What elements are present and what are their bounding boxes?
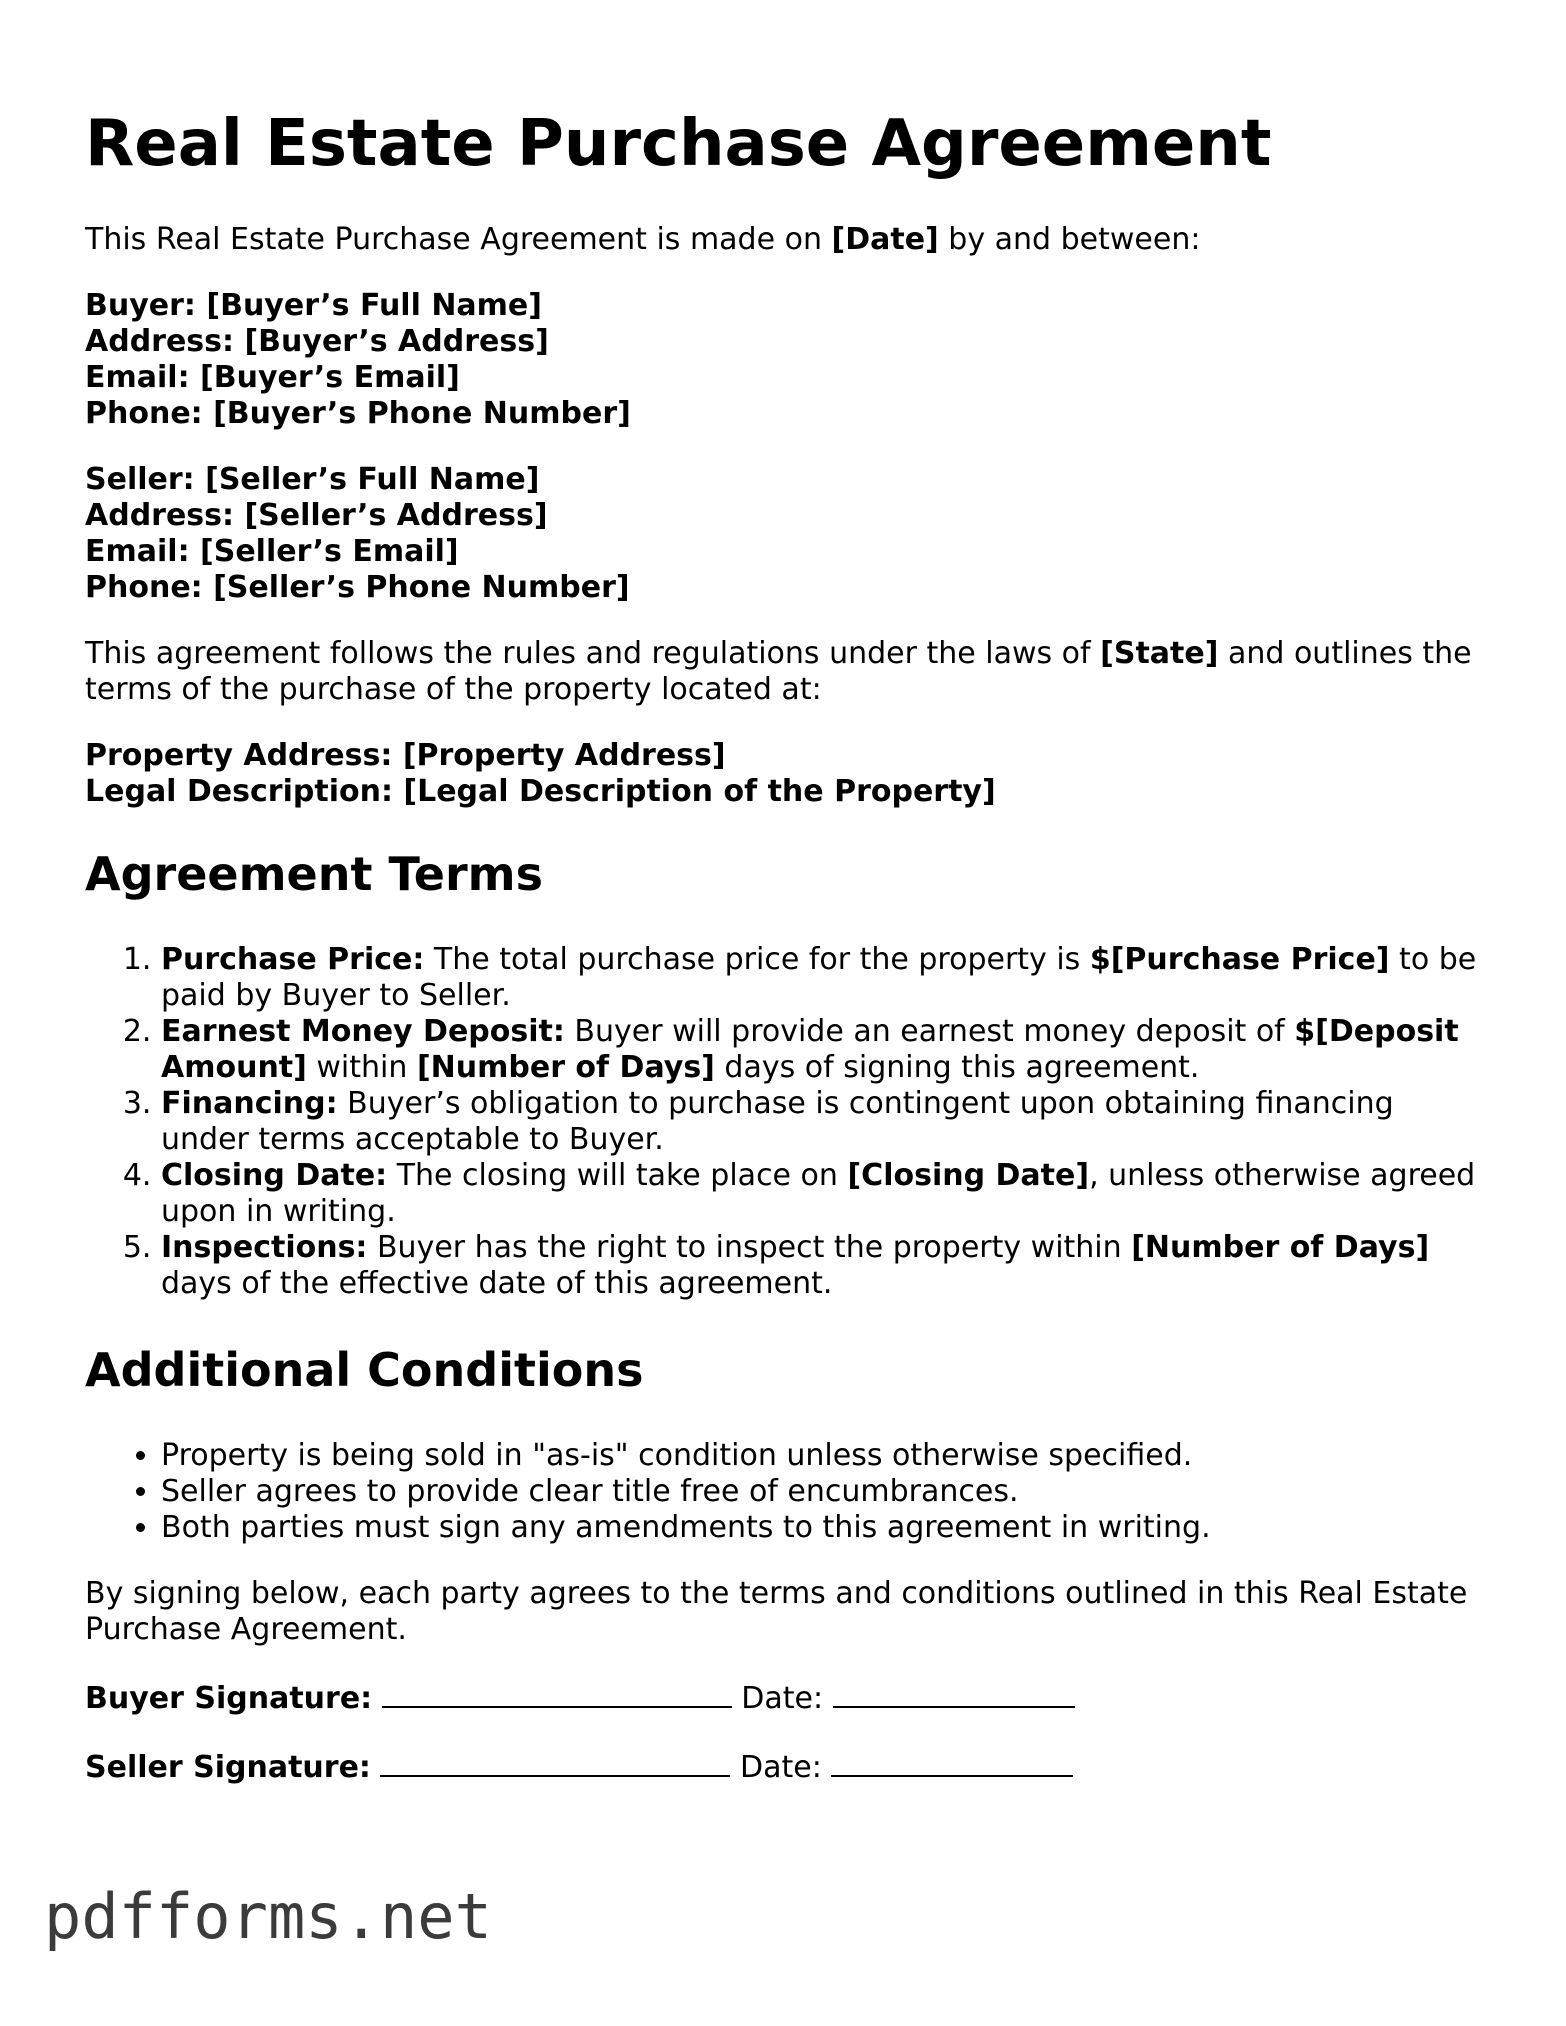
term-text: days of signing this agreement. [714, 1050, 1200, 1085]
watermark-logo: pdfforms.net [44, 1880, 492, 1953]
term-label: Purchase Price: [161, 942, 425, 977]
laws-text-after: and outlines the terms of the purchase of the property located at: [85, 636, 1472, 707]
intro-text-after: by and between: [938, 222, 1201, 257]
property-legal-description: Legal Description: [Legal Description of the Property] [85, 774, 996, 809]
buyer-signature-line [85, 1678, 1485, 1717]
term-text: within [306, 1050, 417, 1085]
term-label: Earnest Money Deposit: [161, 1014, 565, 1049]
property-address: Property Address: [Property Address] [85, 738, 726, 773]
document-page [85, 106, 1485, 1816]
seller-address: Address: [Seller’s Address] [85, 498, 548, 533]
additional-conditions-heading: Additional Conditions [85, 1343, 644, 1397]
term-text: , unless otherwise agreed upon in writing. [161, 1158, 1476, 1229]
term-text: The total purchase price for the property is [424, 942, 1090, 977]
term-label: Financing: [161, 1086, 338, 1121]
term-item [161, 1014, 1485, 1086]
seller-signature-field[interactable] [380, 1747, 730, 1777]
seller-email: Email: [Seller’s Email] [85, 534, 459, 569]
intro-text-before: This Real Estate Purchase Agreement is made on [85, 222, 832, 257]
term-placeholder: $[Purchase Price] [1089, 942, 1390, 977]
condition-item: • Both parties must sign any amendments to this agreement in writing. [161, 1510, 1485, 1546]
term-placeholder: [Number of Days] [416, 1050, 715, 1085]
seller-phone: Phone: [Seller’s Phone Number] [85, 570, 630, 605]
closing-paragraph: By signing below, each party agrees to the terms and conditions outlined in this Real Estate Purchase Agreement. [85, 1576, 1468, 1647]
term-placeholder: [Number of Days] [1131, 1230, 1430, 1265]
buyer-email: Email: [Buyer’s Email] [85, 360, 460, 395]
buyer-phone: Phone: [Buyer’s Phone Number] [85, 396, 631, 431]
intro-paragraph [85, 222, 1485, 258]
agreement-terms-heading: Agreement Terms [85, 847, 543, 901]
seller-name: Seller: [Seller’s Full Name] [85, 462, 540, 497]
additional-conditions-list [85, 1438, 1485, 1546]
buyer-signature-field[interactable] [382, 1678, 732, 1708]
term-text: Buyer’s obligation to purchase is contingent upon obtaining financing under terms acceptable to Buyer. [161, 1086, 1394, 1157]
buyer-date-field[interactable] [833, 1678, 1075, 1708]
buyer-date-label: Date: [741, 1681, 824, 1716]
buyer-info-block [85, 288, 1485, 432]
seller-date-field[interactable] [831, 1747, 1073, 1777]
term-placeholder: [Closing Date] [847, 1158, 1090, 1193]
term-text: The closing will take place on [387, 1158, 848, 1193]
state-placeholder: [State] [1100, 636, 1219, 671]
term-placeholder: $[Deposit Amount] [161, 1014, 1459, 1085]
seller-signature-line [85, 1747, 1485, 1786]
term-item [161, 1086, 1485, 1158]
buyer-address: Address: [Buyer’s Address] [85, 324, 549, 359]
term-text: Buyer will provide an earnest money deposit of [564, 1014, 1295, 1049]
laws-paragraph [85, 636, 1485, 708]
term-item [161, 1230, 1485, 1302]
condition-item: • Property is being sold in "as-is" condition unless otherwise specified. [161, 1438, 1485, 1474]
seller-signature-label: Seller Signature: [85, 1750, 371, 1785]
term-text: Buyer has the right to inspect the property within [367, 1230, 1132, 1265]
seller-date-label: Date: [740, 1750, 822, 1785]
term-text: to be paid by Buyer to Seller. [161, 942, 1477, 1013]
term-item [161, 942, 1485, 1014]
laws-text-before: This agreement follows the rules and regulations under the laws of [85, 636, 1101, 671]
seller-info-block [85, 462, 1485, 606]
term-label: Inspections: [161, 1230, 368, 1265]
intro-date-placeholder: [Date] [831, 222, 939, 257]
condition-item: • Seller agrees to provide clear title free of encumbrances. [161, 1474, 1485, 1510]
term-text: days of the effective date of this agreement. [161, 1266, 833, 1301]
buyer-signature-label: Buyer Signature: [85, 1681, 373, 1716]
page-title: Real Estate Purchase Agreement [85, 107, 1272, 181]
property-info-block [85, 738, 1485, 810]
buyer-name: Buyer: [Buyer’s Full Name] [85, 288, 542, 323]
term-label: Closing Date: [161, 1158, 388, 1193]
agreement-terms-list [85, 942, 1485, 1302]
term-item [161, 1158, 1485, 1230]
